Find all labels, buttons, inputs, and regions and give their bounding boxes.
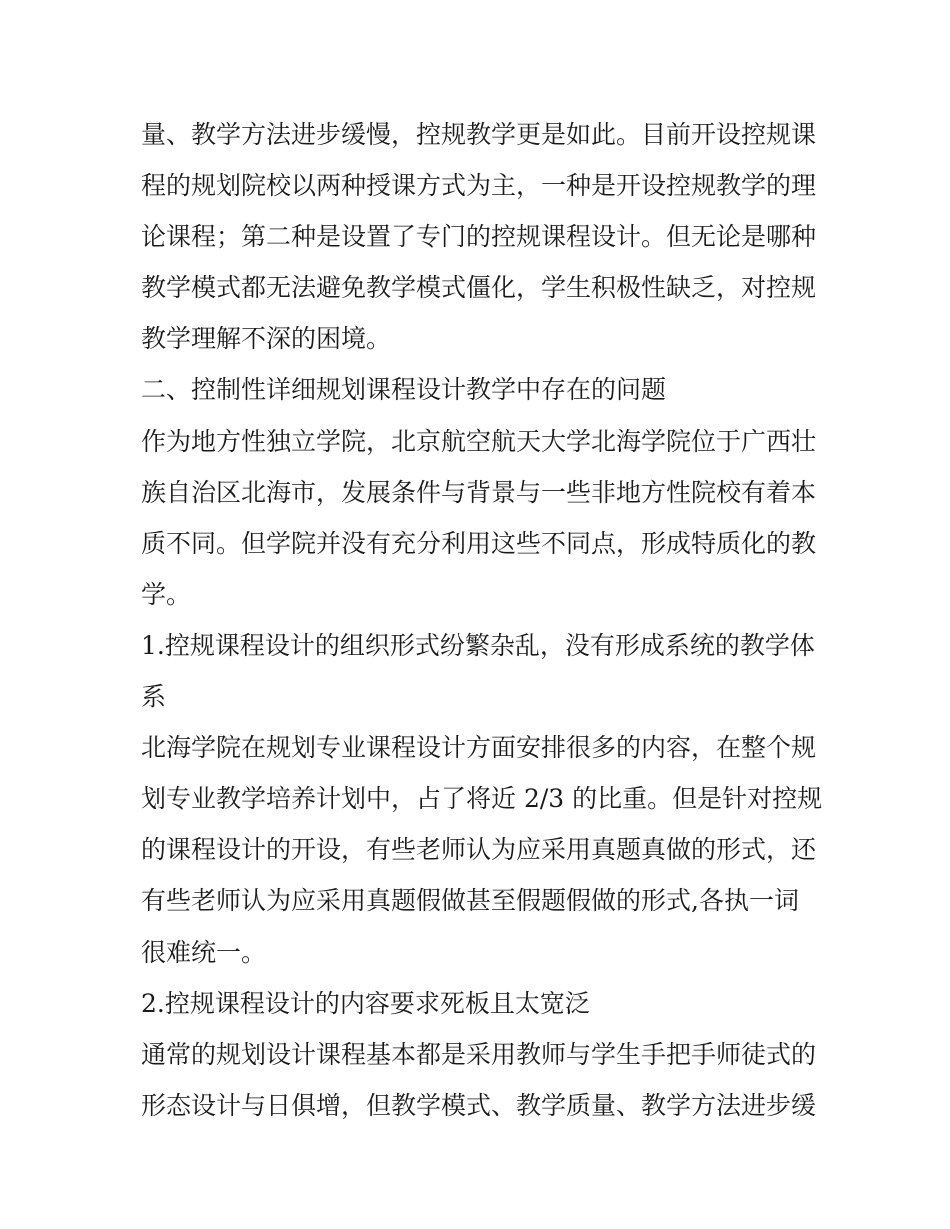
text-line: 量、教学方法进步缓慢，控规教学更是如此。目前开设控规课 [141,120,817,149]
text-line: 形态设计与日俱增，但教学模式、教学质量、教学方法进步缓 [141,1090,817,1120]
text-line: 教学理解不深的困境。 [141,324,392,354]
text-line: 程的规划院校以两种授课方式为主，一种是开设控规教学的理 [141,171,817,201]
subsection-heading: 2.控规课程设计的内容要求死板且太宽泛 [141,988,590,1018]
text-line: 论课程；第二种是设置了专门的控规课程设计。但无论是哪种 [141,222,817,252]
text-line: 族自治区北海市，发展条件与背景与一些非地方性院校有着本 [141,477,817,507]
text-line: 通常的规划设计课程基本都是采用教师与学生手把手师徒式的 [141,1039,817,1069]
text-line: 很难统一。 [141,937,267,967]
text-line: 有些老师认为应采用真题假做甚至假题假做的形式,各执一词 [141,886,799,916]
text-line: 教学模式都无法避免教学模式僵化，学生积极性缺乏，对控规 [141,273,817,303]
text-line: 学。 [141,579,192,609]
subsection-heading: 系 [141,682,167,712]
body-text [141,109,823,1131]
text-line: 作为地方性独立学院，北京航空航天大学北海学院位于广西壮 [141,426,817,456]
text-line: 质不同。但学院并没有充分利用这些不同点，形成特质化的教 [141,528,817,558]
text-line: 的课程设计的开设，有些老师认为应采用真题真做的形式，还 [141,835,817,865]
section-heading: 二、控制性详细规划课程设计教学中存在的问题 [141,375,667,405]
text-line: 北海学院在规划专业课程设计方面安排很多的内容，在整个规 [141,733,817,763]
subsection-heading: 1.控规课程设计的组织形式纷繁杂乱，没有形成系统的教学体 [141,630,815,660]
text-line: 划专业教学培养计划中，占了将近 2/3 的比重。但是针对控规 [141,784,823,814]
